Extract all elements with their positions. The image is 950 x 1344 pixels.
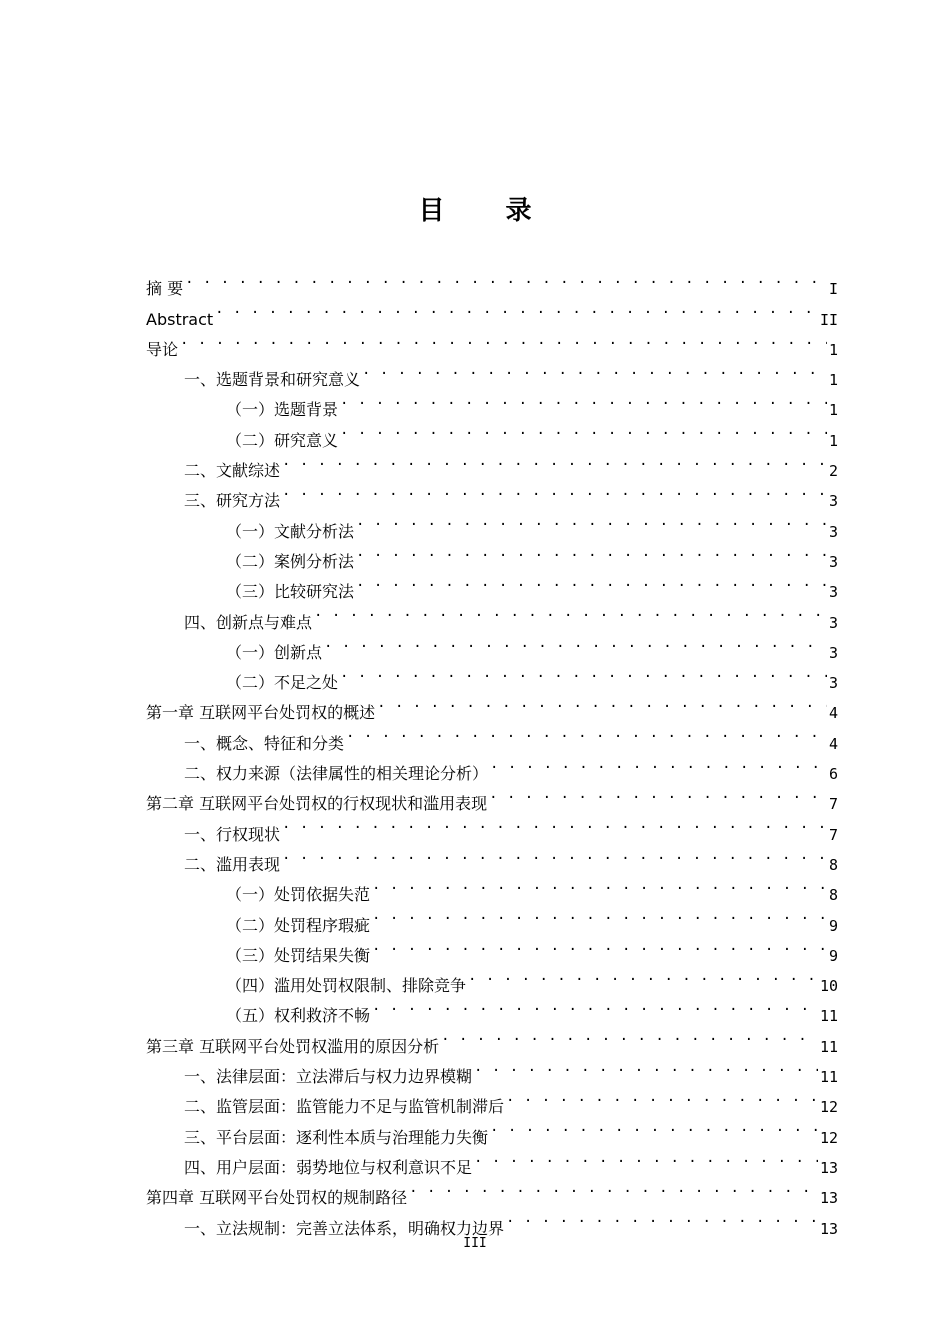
toc-entry-title: 二、监管层面：监管能力不足与监管机制滞后 xyxy=(184,1097,505,1117)
toc-entry-title: （二）案例分析法 xyxy=(226,551,355,571)
toc-entry-title: 一、立法规制：完善立法体系，明确权力边界 xyxy=(184,1218,505,1238)
toc-entry[interactable] xyxy=(146,355,838,390)
toc-leader-dots xyxy=(356,506,827,536)
toc-entry-title: （四）滥用处罚权限制、排除竞争 xyxy=(226,976,467,996)
toc-entry-title: 第四章 互联网平台处罚权的规制路径 xyxy=(146,1188,408,1208)
toc-entry-page: 1 xyxy=(828,340,838,359)
toc-entry-page: 4 xyxy=(828,704,838,723)
toc-leader-dots xyxy=(409,1173,818,1203)
toc-entry-page: 1 xyxy=(828,431,838,450)
toc-entry-title: 导论 xyxy=(146,339,179,359)
toc-leader-dots xyxy=(340,658,827,688)
toc-entry-title: 摘 要 xyxy=(146,279,184,299)
toc-leader-dots xyxy=(356,567,827,597)
toc-entry-title: （五）权利救济不畅 xyxy=(226,1006,371,1026)
toc-leader-dots xyxy=(185,264,827,294)
toc-entry-page: 9 xyxy=(828,916,838,935)
toc-entry-page: 13 xyxy=(819,1219,838,1238)
toc-leader-dots xyxy=(506,1082,818,1112)
toc-entry-title: （二）处罚程序瑕疵 xyxy=(226,915,371,935)
toc-entry-page: 3 xyxy=(828,583,838,602)
toc-entry-title: 一、概念、特征和分类 xyxy=(184,733,345,753)
toc-entry-page: 3 xyxy=(828,613,838,632)
toc-entry[interactable] xyxy=(146,264,838,299)
toc-entry-page: 7 xyxy=(828,795,838,814)
toc-entry-title: （一）处罚依据失范 xyxy=(226,885,371,905)
toc-entry-title: 四、用户层面：弱势地位与权利意识不足 xyxy=(184,1157,473,1177)
toc-title: 目 录 xyxy=(418,196,558,226)
toc-entry-title: （三）处罚结果失衡 xyxy=(226,945,371,965)
toc-leader-dots xyxy=(441,1021,818,1051)
toc-leader-dots xyxy=(372,900,827,930)
toc-entry-title: 第三章 互联网平台处罚权滥用的原因分析 xyxy=(146,1036,440,1056)
toc-leader-dots xyxy=(340,415,827,445)
toc-entry-page: 3 xyxy=(828,674,838,693)
toc-entry-page: 2 xyxy=(828,462,838,481)
toc-leader-dots xyxy=(346,718,827,748)
toc-entry-page: 4 xyxy=(828,734,838,753)
toc-entry-title: （三）比较研究法 xyxy=(226,582,355,602)
toc-leader-dots xyxy=(474,1143,818,1173)
toc-entry-page: 13 xyxy=(819,1158,838,1177)
toc-leader-dots xyxy=(282,809,827,839)
toc-entry-title: 二、权力来源（法律属性的相关理论分析） xyxy=(184,764,489,784)
table-of-contents xyxy=(146,264,838,1238)
toc-entry-page: 11 xyxy=(819,1007,838,1026)
toc-entry-page: II xyxy=(819,310,838,329)
toc-entry-page: 11 xyxy=(819,1037,838,1056)
toc-leader-dots xyxy=(474,1052,818,1082)
toc-entry-page: 6 xyxy=(828,765,838,784)
toc-entry-page: 1 xyxy=(828,401,838,420)
toc-leader-dots xyxy=(282,446,827,476)
toc-leader-dots xyxy=(215,294,818,324)
toc-entry-title: （一）文献分析法 xyxy=(226,521,355,541)
toc-leader-dots xyxy=(340,385,827,415)
toc-entry-title: 第二章 互联网平台处罚权的行权现状和滥用表现 xyxy=(146,794,488,814)
toc-entry-title: Abstract xyxy=(146,309,214,329)
toc-entry-page: 3 xyxy=(828,492,838,511)
toc-entry[interactable] xyxy=(146,294,838,329)
toc-leader-dots xyxy=(489,779,827,809)
toc-entry-page: 13 xyxy=(819,1189,838,1208)
toc-leader-dots xyxy=(282,476,827,506)
toc-entry-title: 三、研究方法 xyxy=(184,491,281,511)
toc-entry-title: 一、法律层面：立法滞后与权力边界模糊 xyxy=(184,1067,473,1087)
toc-entry-page: 10 xyxy=(819,977,838,996)
toc-entry-page: 8 xyxy=(828,886,838,905)
toc-leader-dots xyxy=(490,1112,818,1142)
toc-entry-title: 一、选题背景和研究意义 xyxy=(184,370,361,390)
toc-entry-title: 二、滥用表现 xyxy=(184,854,281,874)
toc-entry-page: 9 xyxy=(828,946,838,965)
toc-leader-dots xyxy=(282,840,827,870)
toc-entry-page: 3 xyxy=(828,643,838,662)
toc-leader-dots xyxy=(506,1203,818,1233)
toc-entry-page: 12 xyxy=(819,1128,838,1147)
toc-entry-title: 三、平台层面：逐利性本质与治理能力失衡 xyxy=(184,1127,489,1147)
toc-entry-title: 四、创新点与难点 xyxy=(184,612,313,632)
toc-entry-title: 一、行权现状 xyxy=(184,824,281,844)
toc-entry-title: （二）研究意义 xyxy=(226,430,339,450)
toc-entry-page: 1 xyxy=(828,371,838,390)
toc-entry-page: 12 xyxy=(819,1098,838,1117)
toc-leader-dots xyxy=(314,597,827,627)
toc-leader-dots xyxy=(356,537,827,567)
toc-entry-title: 二、文献综述 xyxy=(184,461,281,481)
toc-entry[interactable] xyxy=(146,325,838,359)
toc-entry-title: 第一章 互联网平台处罚权的概述 xyxy=(146,703,376,723)
toc-entry-page: 11 xyxy=(819,1068,838,1087)
toc-entry-page: 3 xyxy=(828,552,838,571)
toc-leader-dots xyxy=(468,961,818,991)
toc-entry-page: 3 xyxy=(828,522,838,541)
toc-leader-dots xyxy=(180,325,827,355)
toc-entry-title: （一）创新点 xyxy=(226,642,323,662)
toc-entry-page: 8 xyxy=(828,855,838,874)
toc-entry-page: I xyxy=(828,280,838,299)
page-number: III xyxy=(463,1236,487,1251)
toc-entry-page: 7 xyxy=(828,825,838,844)
toc-leader-dots xyxy=(372,931,827,961)
toc-leader-dots xyxy=(372,991,818,1021)
toc-entry-title: （一）选题背景 xyxy=(226,400,339,420)
toc-leader-dots xyxy=(362,355,827,385)
toc-leader-dots xyxy=(324,628,827,658)
toc-leader-dots xyxy=(377,688,827,718)
toc-leader-dots xyxy=(372,870,827,900)
toc-entry-title: （二）不足之处 xyxy=(226,673,339,693)
toc-leader-dots xyxy=(490,749,827,779)
